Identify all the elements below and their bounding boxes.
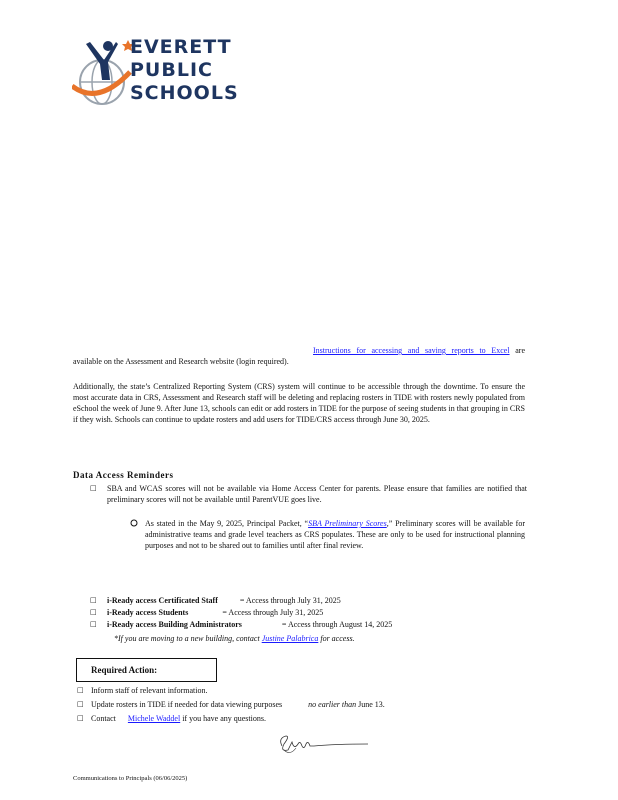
- reminders-heading: Data Access Reminders: [73, 470, 174, 480]
- excel-instructions-link[interactable]: Instructions for accessing and saving reports to Excel: [313, 346, 510, 355]
- required-action-heading: Required Action:: [91, 665, 158, 675]
- iready-value: = Access through July 31, 2025: [239, 596, 341, 605]
- justine-palabrica-link[interactable]: Justine Palabrica: [261, 634, 319, 643]
- bullet-icon: □: [90, 596, 97, 604]
- logo-text-line3: SCHOOLS: [130, 82, 239, 104]
- sba-preliminary-scores-link[interactable]: SBA Preliminary Scores: [308, 519, 387, 528]
- iready-label: i-Ready access Certificated Staff: [107, 596, 218, 605]
- action-item-1: Inform staff of relevant information.: [91, 686, 208, 695]
- bullet-icon: □: [90, 620, 97, 628]
- iready-line-admins: [107, 619, 392, 630]
- reminder-bullet-1: SBA and WCAS scores will not be available via Home Access Center for parents. Please ensure that families are notified that preliminary scores will not be available until ParentVUE goes live.: [107, 484, 527, 504]
- bullet-icon: □: [90, 608, 97, 616]
- bullet-icon: □: [77, 686, 84, 694]
- action-item-2-date: June 13.: [358, 700, 385, 709]
- michele-waddel-link[interactable]: Michele Waddel: [127, 714, 181, 723]
- hollow-circle-icon: [130, 519, 138, 529]
- note-suffix: for access.: [320, 634, 355, 643]
- moving-note: [114, 633, 355, 644]
- action-item-2-italic: no earlier than: [308, 700, 357, 709]
- action-item-3-text: Contact: [91, 714, 116, 723]
- iready-label: i-Ready access Building Administrators: [107, 620, 242, 629]
- footer-text: Communications to Principals (06/06/2025): [73, 775, 188, 782]
- signature-image: [276, 732, 376, 758]
- logo-figure-icon: [72, 34, 132, 114]
- bullet-icon: □: [90, 484, 97, 492]
- note-prefix: *If you are moving to a new building, contact: [114, 634, 260, 643]
- district-logo: [72, 34, 262, 114]
- intro-after-link: are available on the Assessment and Research website (login required).: [73, 346, 526, 366]
- logo-text-line1: EVERETT: [130, 36, 232, 58]
- sub-rest: ,” Preliminary scores will be available for administrative teams and grade level teachers as CRS populates. These are only to be used for instructional planning purposes and not to be shared out to families until after final review.: [145, 519, 526, 550]
- iready-value: = Access through July 31, 2025: [222, 608, 324, 617]
- iready-label: i-Ready access Students: [107, 608, 189, 617]
- logo-text-line2: PUBLIC: [130, 59, 213, 81]
- action-item-3-suffix: if you have any questions.: [182, 714, 266, 723]
- sub-prefix: As stated in the May 9, 2025, Principal Packet, “: [145, 519, 309, 528]
- iready-line-staff: [107, 595, 341, 606]
- action-item-2-text: Update rosters in TIDE if needed for data viewing purposes: [91, 700, 283, 709]
- bullet-icon: □: [77, 714, 84, 722]
- action-item-3: [91, 713, 266, 724]
- action-item-2: [91, 699, 385, 710]
- required-action-box: [76, 658, 217, 682]
- intro-paragraph: [73, 345, 525, 367]
- reminder-sub-bullet: [145, 518, 525, 551]
- iready-value: = Access through August 14, 2025: [281, 620, 393, 629]
- crs-paragraph: Additionally, the state’s Centralized Reporting System (CRS) system will continue to be accessible through the downtime. To ensure the most accurate data in CRS, Assessment and Research staff will be deleting and replacing rosters in TIDE with rosters newly populated from eSchool the week of June 9. After June 13, schools can edit or add rosters in TIDE for the purpose of seeing students in that grouping in CRS if they wish. Schools can continue to update rosters and add users for TIDE/CRS access through June 30, 2025.: [73, 382, 525, 424]
- bullet-icon: □: [77, 700, 84, 708]
- iready-line-students: [107, 607, 323, 618]
